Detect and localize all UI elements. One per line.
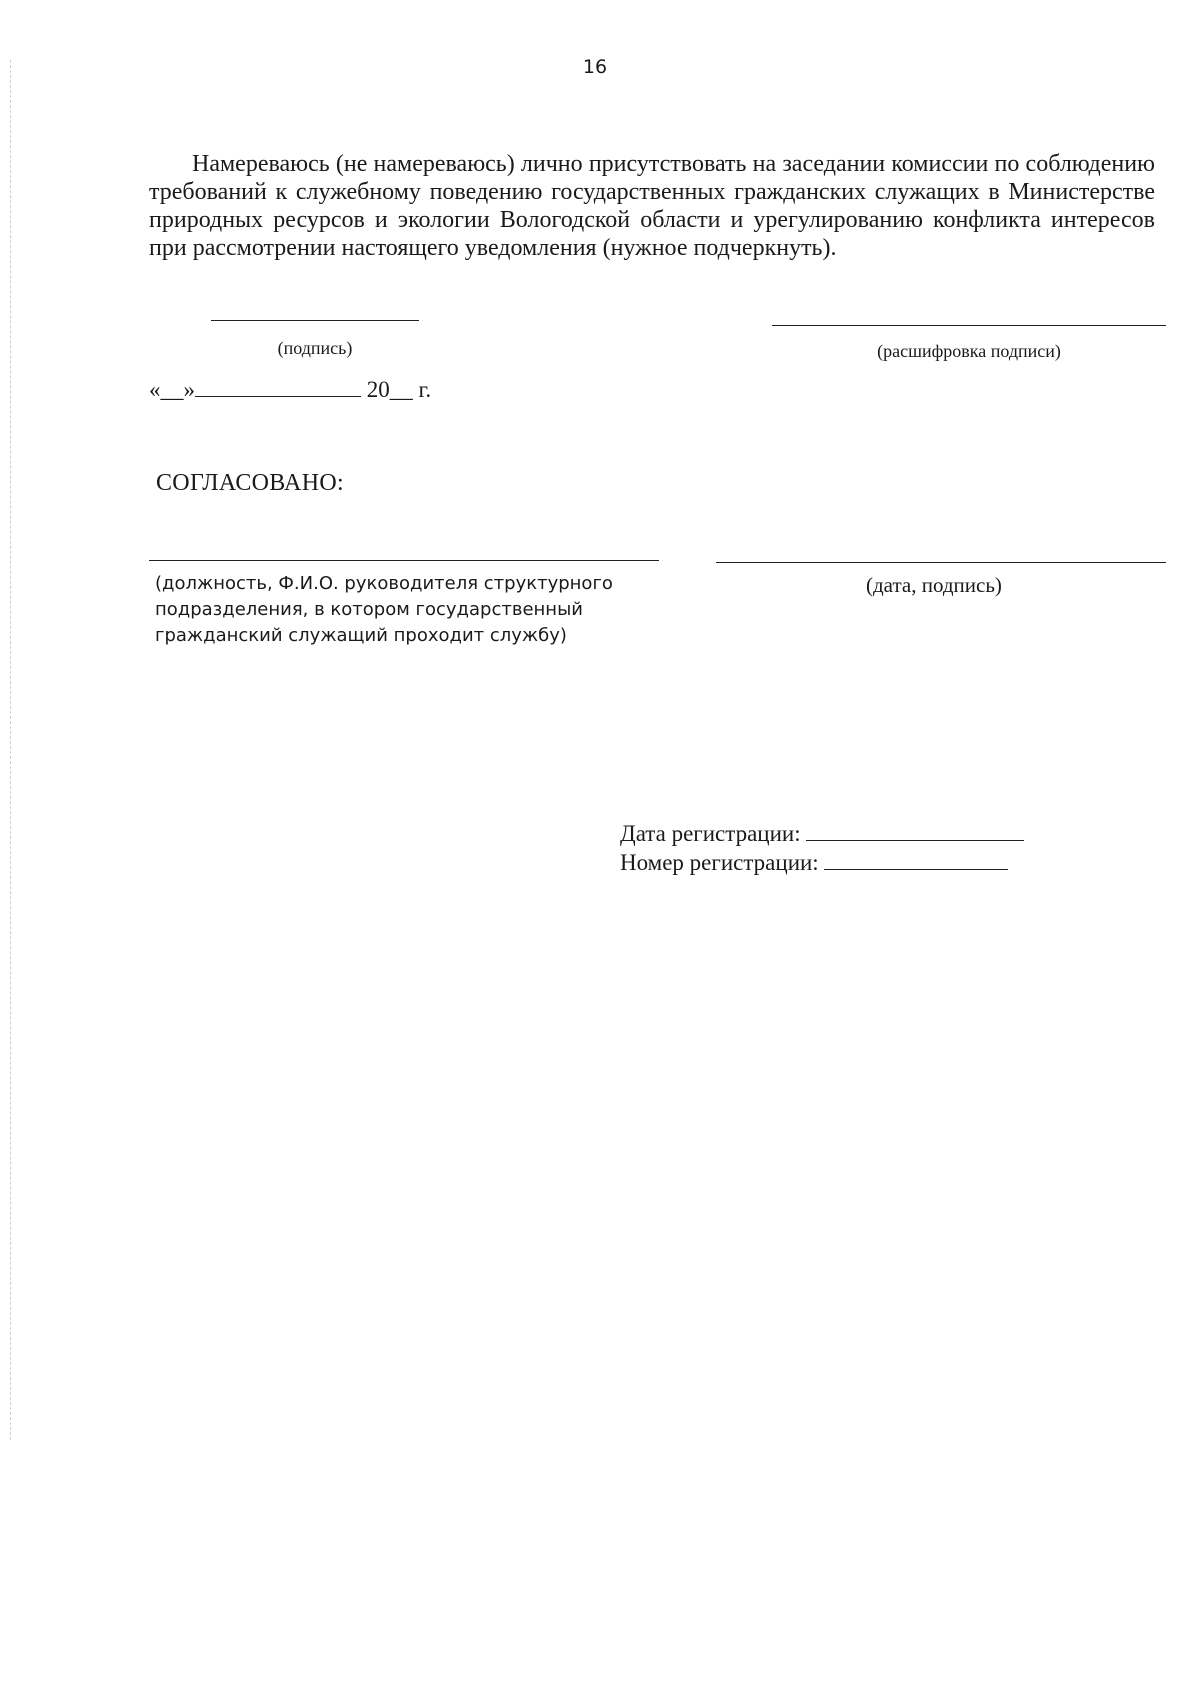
registration-number-field[interactable] xyxy=(824,849,1008,870)
approval-date-signature-caption: (дата, подпись) xyxy=(866,573,1002,597)
signature-transcript-caption: (расшифровка подписи) xyxy=(877,341,1061,361)
registration-number-row xyxy=(620,849,1008,876)
registration-number-label: Номер регистрации: xyxy=(620,850,819,875)
signature-transcript-line[interactable] xyxy=(772,325,1166,326)
attendance-statement: Намереваюсь (не намереваюсь) лично присутствовать на заседании комиссии по соблюдению требований к служебному поведению государственных гражданских служащих в Министерстве природных ресурсов и экологии Вологодской области и урегулированию конфликта интересов при рассмотрении настоящего уведомления (нужное подчеркнуть). xyxy=(149,151,1155,261)
signature-caption: (подпись) xyxy=(277,338,353,358)
scan-edge-artifact xyxy=(10,60,11,1440)
approval-date-signature-line[interactable] xyxy=(716,562,1166,563)
registration-date-field[interactable] xyxy=(806,820,1024,841)
date-line xyxy=(149,376,431,403)
registration-date-row xyxy=(620,820,1024,847)
year-blank[interactable]: 20__ г. xyxy=(366,377,432,402)
signature-line[interactable] xyxy=(211,320,419,321)
approver-position-line[interactable] xyxy=(149,560,659,561)
approver-position-caption: (должность, Ф.И.О. руководителя структурного подразделения, в котором государственный гражданский служащий проходит службу) xyxy=(155,573,613,646)
day-blank[interactable]: «__» xyxy=(149,377,195,402)
registration-date-label: Дата регистрации: xyxy=(620,821,801,846)
approval-heading: СОГЛАСОВАНО: xyxy=(156,470,344,496)
page-number: 16 xyxy=(582,56,608,78)
month-blank[interactable] xyxy=(195,376,361,397)
